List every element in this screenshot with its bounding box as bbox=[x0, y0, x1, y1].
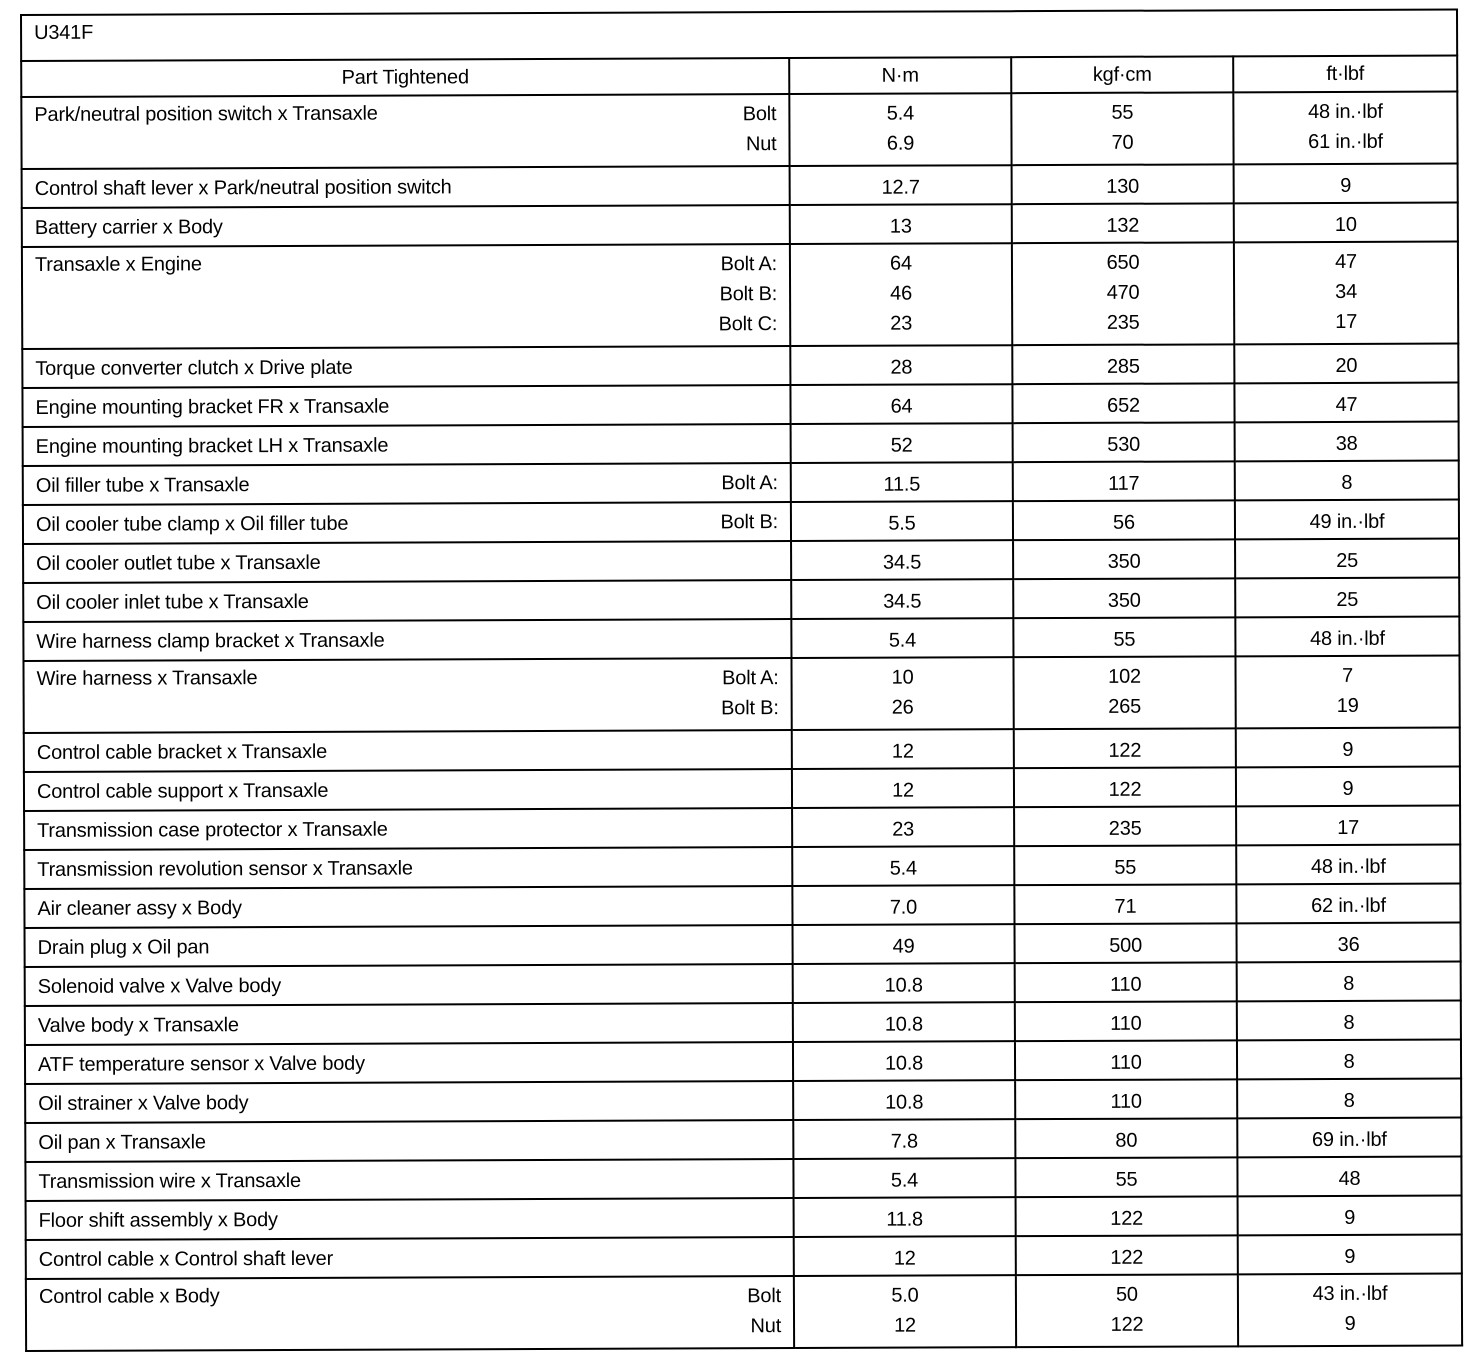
kgfcm-value: 110 bbox=[1110, 1012, 1142, 1035]
ftlbf-value-cell bbox=[1235, 460, 1459, 500]
part-cell bbox=[23, 463, 791, 505]
nm-value: 26 bbox=[891, 696, 914, 719]
ftlbf-value: 8 bbox=[1343, 1050, 1355, 1073]
ftlbf-value: 9 bbox=[1340, 174, 1352, 197]
part-name: Transmission case protector x Transaxle bbox=[37, 818, 388, 842]
kgfcm-value-cell bbox=[1014, 767, 1236, 807]
nm-value-cell bbox=[793, 963, 1015, 1003]
ftlbf-value: 8 bbox=[1343, 1089, 1355, 1112]
table-row bbox=[23, 577, 1459, 622]
kgfcm-value: 470 bbox=[1106, 281, 1140, 304]
nm-value-cell bbox=[792, 807, 1014, 847]
kgfcm-value: 350 bbox=[1107, 550, 1141, 573]
table-row bbox=[26, 1273, 1462, 1351]
table-row bbox=[25, 961, 1461, 1006]
nm-value-cell bbox=[791, 618, 1013, 658]
nm-value-cell bbox=[794, 1236, 1016, 1276]
ftlbf-value-cell bbox=[1237, 1039, 1461, 1079]
header-part-tightened: Part Tightened bbox=[21, 58, 789, 97]
kgfcm-value: 285 bbox=[1106, 355, 1140, 378]
part-cell bbox=[25, 1081, 793, 1123]
nm-value: 12 bbox=[891, 740, 914, 763]
part-cell bbox=[23, 424, 791, 466]
nm-value-cell bbox=[793, 924, 1015, 964]
kgfcm-value: 117 bbox=[1108, 472, 1140, 495]
ftlbf-value: 61 in.·lbf bbox=[1308, 130, 1383, 154]
nm-value-cell bbox=[789, 93, 1011, 166]
part-cell bbox=[23, 658, 791, 733]
kgfcm-value: 71 bbox=[1114, 895, 1137, 918]
fastener-label: Nut bbox=[745, 133, 777, 156]
nm-value: 49 bbox=[892, 935, 915, 958]
nm-value-cell bbox=[793, 1158, 1015, 1198]
part-name: Park/neutral position switch x Transaxle bbox=[34, 102, 378, 126]
ftlbf-value-cell bbox=[1237, 1156, 1461, 1196]
ftlbf-value: 25 bbox=[1336, 588, 1359, 611]
nm-value: 5.4 bbox=[888, 629, 917, 652]
ftlbf-value: 9 bbox=[1344, 1206, 1356, 1229]
part-name: Control cable x Body bbox=[38, 1285, 220, 1308]
part-name: Control shaft lever x Park/neutral position switch bbox=[34, 176, 452, 200]
nm-value-cell bbox=[791, 462, 1013, 502]
kgfcm-value: 652 bbox=[1107, 394, 1140, 417]
kgfcm-value: 265 bbox=[1108, 695, 1142, 718]
ftlbf-value: 43 in.·lbf bbox=[1312, 1282, 1388, 1306]
table-body bbox=[21, 91, 1462, 1351]
ftlbf-value: 9 bbox=[1344, 1245, 1356, 1268]
part-name: Control cable bracket x Transaxle bbox=[36, 740, 328, 764]
kgfcm-value: 530 bbox=[1107, 433, 1141, 456]
part-cell bbox=[24, 847, 792, 889]
nm-value-cell bbox=[792, 846, 1014, 886]
kgfcm-value: 55 bbox=[1115, 1168, 1138, 1191]
kgfcm-value-cell bbox=[1012, 242, 1234, 345]
torque-spec-sheet bbox=[20, 8, 1461, 1338]
table-row bbox=[23, 655, 1459, 733]
part-cell bbox=[26, 1198, 794, 1240]
part-cell bbox=[24, 886, 792, 928]
kgfcm-value: 110 bbox=[1110, 973, 1142, 996]
nm-value-cell bbox=[792, 885, 1014, 925]
fastener-list bbox=[743, 99, 777, 159]
part-name: Solenoid valve x Valve body bbox=[37, 975, 282, 998]
kgfcm-value: 350 bbox=[1107, 589, 1141, 612]
part-name: Transmission revolution sensor x Transaxle bbox=[37, 857, 413, 881]
kgfcm-value-cell bbox=[1014, 728, 1236, 768]
fastener-label: Bolt B: bbox=[721, 697, 779, 720]
table-row bbox=[23, 538, 1459, 583]
header-kgfcm: kgf·cm bbox=[1011, 56, 1233, 93]
part-name: Torque converter clutch x Drive plate bbox=[35, 356, 353, 380]
kgfcm-value: 122 bbox=[1110, 1207, 1144, 1230]
header-ftlbf: ft·lbf bbox=[1233, 55, 1457, 92]
nm-value-cell bbox=[790, 204, 1012, 244]
torque-table bbox=[20, 8, 1463, 1352]
fastener-label: Bolt C: bbox=[718, 313, 778, 336]
nm-value-cell bbox=[791, 657, 1013, 730]
ftlbf-value: 19 bbox=[1336, 694, 1359, 717]
part-name: Transaxle x Engine bbox=[34, 253, 202, 276]
ftlbf-value-cell bbox=[1236, 844, 1460, 884]
ftlbf-value-cell bbox=[1235, 577, 1459, 617]
part-cell bbox=[23, 580, 791, 622]
kgfcm-value-cell bbox=[1012, 164, 1234, 204]
kgfcm-value: 122 bbox=[1110, 1313, 1144, 1336]
kgfcm-value-cell bbox=[1012, 203, 1234, 243]
ftlbf-value: 48 in.·lbf bbox=[1310, 855, 1386, 879]
table-row bbox=[26, 1234, 1462, 1279]
ftlbf-value-cell bbox=[1234, 163, 1458, 203]
table-row bbox=[25, 1078, 1461, 1123]
kgfcm-value-cell bbox=[1014, 806, 1236, 846]
nm-value: 5.5 bbox=[888, 512, 916, 535]
part-name: Wire harness x Transaxle bbox=[36, 667, 258, 690]
nm-value-cell bbox=[793, 1041, 1015, 1081]
nm-value-cell bbox=[790, 165, 1012, 205]
fastener-list bbox=[718, 249, 777, 339]
part-name: Oil strainer x Valve body bbox=[38, 1092, 249, 1115]
fastener-label: Bolt B: bbox=[720, 511, 778, 534]
nm-value: 10.8 bbox=[885, 1091, 924, 1114]
ftlbf-value: 7 bbox=[1342, 664, 1354, 687]
fastener-label: Bolt bbox=[747, 1285, 781, 1308]
part-name: Floor shift assembly x Body bbox=[38, 1209, 278, 1232]
ftlbf-value: 48 bbox=[1338, 1167, 1361, 1190]
nm-value: 13 bbox=[889, 215, 912, 238]
nm-value: 10.8 bbox=[884, 1052, 924, 1075]
kgfcm-value-cell bbox=[1015, 923, 1237, 963]
ftlbf-value-cell bbox=[1237, 1078, 1461, 1118]
ftlbf-value: 17 bbox=[1337, 816, 1360, 839]
table-row bbox=[25, 1156, 1461, 1201]
ftlbf-value: 38 bbox=[1335, 432, 1358, 455]
part-name: Engine mounting bracket LH x Transaxle bbox=[35, 434, 389, 458]
ftlbf-value: 9 bbox=[1342, 777, 1354, 800]
ftlbf-value: 47 bbox=[1334, 250, 1357, 273]
kgfcm-value-cell bbox=[1011, 92, 1233, 165]
ftlbf-value: 47 bbox=[1335, 393, 1358, 416]
nm-value-cell bbox=[791, 579, 1013, 619]
ftlbf-value-cell bbox=[1235, 538, 1459, 578]
table-row bbox=[25, 922, 1461, 967]
ftlbf-value-cell bbox=[1234, 241, 1458, 344]
kgfcm-value-cell bbox=[1013, 461, 1235, 501]
table-row bbox=[24, 805, 1460, 850]
ftlbf-value: 9 bbox=[1344, 1312, 1356, 1335]
ftlbf-value-cell bbox=[1237, 922, 1461, 962]
kgfcm-value-cell bbox=[1013, 578, 1235, 618]
kgfcm-value-cell bbox=[1013, 539, 1235, 579]
part-name: Control cable support x Transaxle bbox=[36, 779, 329, 803]
kgfcm-value: 50 bbox=[1115, 1283, 1138, 1306]
nm-value-cell bbox=[791, 423, 1013, 463]
fastener-list bbox=[721, 663, 779, 723]
kgfcm-value-cell bbox=[1013, 500, 1235, 540]
nm-value: 7.8 bbox=[890, 1130, 918, 1153]
kgfcm-value: 235 bbox=[1108, 817, 1142, 840]
nm-value: 5.0 bbox=[891, 1284, 919, 1307]
kgfcm-value: 56 bbox=[1112, 511, 1135, 534]
ftlbf-value: 36 bbox=[1337, 933, 1360, 956]
part-cell bbox=[22, 346, 790, 388]
table-row bbox=[26, 1195, 1462, 1240]
part-name: Air cleaner assy x Body bbox=[37, 897, 242, 920]
nm-value: 5.4 bbox=[890, 1169, 919, 1192]
part-name: Engine mounting bracket FR x Transaxle bbox=[35, 395, 390, 419]
kgfcm-value-cell bbox=[1014, 845, 1236, 885]
nm-value: 12 bbox=[892, 779, 914, 802]
part-cell bbox=[22, 385, 790, 427]
nm-value: 10.8 bbox=[884, 1013, 923, 1036]
kgfcm-value-cell bbox=[1014, 884, 1236, 924]
ftlbf-value: 10 bbox=[1334, 213, 1357, 236]
ftlbf-value: 48 in.·lbf bbox=[1310, 627, 1385, 651]
part-cell bbox=[22, 205, 790, 247]
ftlbf-value-cell bbox=[1237, 961, 1461, 1001]
part-cell bbox=[25, 1159, 793, 1201]
table-row bbox=[22, 163, 1458, 208]
part-cell bbox=[25, 1120, 793, 1162]
ftlbf-value: 8 bbox=[1341, 471, 1353, 494]
kgfcm-value: 500 bbox=[1109, 934, 1143, 957]
part-cell bbox=[21, 94, 789, 169]
fastener-list bbox=[721, 468, 778, 498]
nm-value-cell bbox=[794, 1197, 1016, 1237]
nm-value: 23 bbox=[890, 312, 913, 335]
ftlbf-value-cell bbox=[1238, 1195, 1462, 1235]
ftlbf-value-cell bbox=[1235, 655, 1459, 728]
ftlbf-value-cell bbox=[1233, 91, 1457, 164]
fastener-label: Bolt A: bbox=[721, 472, 778, 495]
header-nm: N·m bbox=[789, 57, 1011, 94]
ftlbf-value-cell bbox=[1237, 1000, 1461, 1040]
kgfcm-value: 102 bbox=[1108, 665, 1141, 688]
kgfcm-value-cell bbox=[1013, 617, 1235, 657]
nm-value-cell bbox=[793, 1002, 1015, 1042]
part-name: Battery carrier x Body bbox=[34, 216, 223, 239]
ftlbf-value-cell bbox=[1237, 1117, 1461, 1157]
part-name: ATF temperature sensor x Valve body bbox=[37, 1052, 365, 1076]
ftlbf-value-cell bbox=[1236, 766, 1460, 806]
nm-value: 10.8 bbox=[884, 974, 923, 997]
kgfcm-value: 122 bbox=[1108, 739, 1142, 762]
kgfcm-value-cell bbox=[1015, 1079, 1237, 1119]
fastener-list bbox=[720, 507, 778, 537]
nm-value-cell bbox=[794, 1275, 1016, 1348]
nm-value: 52 bbox=[890, 434, 913, 457]
nm-value: 12.7 bbox=[881, 176, 920, 199]
table-row bbox=[25, 1039, 1461, 1084]
part-cell bbox=[22, 166, 790, 208]
nm-value: 11.5 bbox=[883, 473, 921, 496]
table-row bbox=[24, 727, 1460, 772]
kgfcm-value: 55 bbox=[1111, 101, 1134, 124]
kgfcm-value: 235 bbox=[1106, 311, 1140, 334]
ftlbf-value-cell bbox=[1235, 616, 1459, 656]
kgfcm-value-cell bbox=[1012, 344, 1234, 384]
kgfcm-value: 55 bbox=[1114, 856, 1137, 879]
nm-value-cell bbox=[790, 243, 1012, 346]
part-cell bbox=[23, 541, 791, 583]
nm-value: 64 bbox=[889, 252, 912, 275]
kgfcm-value: 80 bbox=[1115, 1129, 1138, 1152]
part-name: Oil cooler outlet tube x Transaxle bbox=[36, 551, 321, 575]
part-name: Valve body x Transaxle bbox=[37, 1014, 239, 1037]
nm-value: 10 bbox=[891, 666, 914, 689]
kgfcm-value: 122 bbox=[1108, 778, 1142, 801]
part-name: Control cable x Control shaft lever bbox=[38, 1247, 334, 1271]
ftlbf-value: 48 in.·lbf bbox=[1308, 100, 1383, 124]
kgfcm-value-cell bbox=[1015, 962, 1237, 1002]
fastener-label: Bolt A: bbox=[720, 253, 778, 276]
part-name: Oil cooler tube clamp x Oil filler tube bbox=[35, 512, 349, 536]
fastener-label: Bolt bbox=[742, 103, 777, 126]
kgfcm-value-cell bbox=[1015, 1040, 1237, 1080]
kgfcm-value: 70 bbox=[1111, 131, 1134, 154]
nm-value-cell bbox=[792, 768, 1014, 808]
table-row bbox=[23, 421, 1459, 466]
nm-value: 46 bbox=[890, 282, 913, 305]
fastener-list bbox=[747, 1281, 781, 1341]
table-row bbox=[22, 241, 1458, 349]
kgfcm-value: 132 bbox=[1106, 214, 1140, 237]
ftlbf-value-cell bbox=[1234, 343, 1458, 383]
ftlbf-value: 20 bbox=[1335, 354, 1358, 377]
ftlbf-value: 8 bbox=[1343, 972, 1355, 995]
ftlbf-value: 17 bbox=[1335, 310, 1358, 333]
ftlbf-value: 9 bbox=[1342, 738, 1354, 761]
part-name: Wire harness clamp bracket x Transaxle bbox=[36, 629, 385, 653]
kgfcm-value-cell bbox=[1016, 1196, 1238, 1236]
nm-value: 34.5 bbox=[882, 551, 922, 574]
ftlbf-value: 25 bbox=[1336, 549, 1359, 572]
kgfcm-value-cell bbox=[1015, 1157, 1237, 1197]
ftlbf-value-cell bbox=[1234, 202, 1458, 242]
table-row bbox=[24, 766, 1460, 811]
table-row bbox=[24, 844, 1460, 889]
ftlbf-value-cell bbox=[1238, 1273, 1462, 1346]
part-name: Oil filler tube x Transaxle bbox=[35, 474, 250, 497]
nm-value-cell bbox=[793, 1119, 1015, 1159]
part-cell bbox=[24, 769, 792, 811]
nm-value: 28 bbox=[890, 356, 913, 379]
fastener-label: Nut bbox=[750, 1315, 782, 1338]
part-cell bbox=[25, 925, 793, 967]
part-name: Oil pan x Transaxle bbox=[38, 1131, 206, 1154]
title-row bbox=[21, 9, 1457, 61]
kgfcm-value-cell bbox=[1015, 1001, 1237, 1041]
table-row bbox=[22, 343, 1458, 388]
fastener-label: Bolt B: bbox=[719, 283, 778, 306]
ftlbf-value-cell bbox=[1235, 421, 1459, 461]
nm-value-cell bbox=[790, 345, 1012, 385]
nm-value: 5.4 bbox=[886, 102, 915, 125]
part-cell bbox=[26, 1276, 794, 1351]
part-cell bbox=[23, 502, 791, 544]
fastener-label: Bolt A: bbox=[722, 667, 779, 690]
nm-value: 5.4 bbox=[889, 857, 917, 880]
nm-value: 12 bbox=[893, 1247, 916, 1270]
table-row bbox=[22, 382, 1458, 427]
ftlbf-value: 49 in.·lbf bbox=[1309, 510, 1385, 534]
ftlbf-value-cell bbox=[1236, 727, 1460, 767]
table-row bbox=[24, 883, 1460, 928]
part-cell bbox=[25, 1042, 793, 1084]
kgfcm-value-cell bbox=[1013, 656, 1235, 729]
kgfcm-value: 130 bbox=[1106, 175, 1140, 198]
part-cell bbox=[26, 1237, 794, 1279]
nm-value: 34.5 bbox=[883, 590, 922, 613]
nm-value: 64 bbox=[890, 395, 913, 418]
ftlbf-value-cell bbox=[1234, 382, 1458, 422]
nm-value: 6.9 bbox=[886, 132, 915, 155]
part-cell bbox=[24, 808, 792, 850]
ftlbf-value: 69 in.·lbf bbox=[1311, 1128, 1387, 1152]
kgfcm-value-cell bbox=[1012, 383, 1234, 423]
part-name: Drain plug x Oil pan bbox=[37, 936, 210, 959]
nm-value-cell bbox=[792, 729, 1014, 769]
part-cell bbox=[23, 619, 791, 661]
kgfcm-value-cell bbox=[1015, 1118, 1237, 1158]
nm-value-cell bbox=[790, 384, 1012, 424]
table-row bbox=[25, 1000, 1461, 1045]
table-row bbox=[23, 460, 1459, 505]
ftlbf-value-cell bbox=[1235, 499, 1459, 539]
kgfcm-value-cell bbox=[1016, 1274, 1238, 1347]
kgfcm-value: 55 bbox=[1113, 628, 1136, 651]
ftlbf-value: 34 bbox=[1335, 280, 1358, 303]
part-cell bbox=[22, 244, 790, 349]
table-row bbox=[23, 499, 1459, 544]
ftlbf-value-cell bbox=[1238, 1234, 1462, 1274]
part-cell bbox=[25, 964, 793, 1006]
nm-value-cell bbox=[791, 540, 1013, 580]
table-row bbox=[23, 616, 1459, 661]
ftlbf-value: 8 bbox=[1343, 1011, 1355, 1034]
part-name: Oil cooler inlet tube x Transaxle bbox=[36, 590, 309, 614]
part-cell bbox=[24, 730, 792, 772]
kgfcm-value: 122 bbox=[1110, 1246, 1144, 1269]
nm-value-cell bbox=[791, 501, 1013, 541]
ftlbf-value-cell bbox=[1236, 883, 1460, 923]
nm-value-cell bbox=[793, 1080, 1015, 1120]
nm-value: 23 bbox=[892, 818, 915, 841]
table-title: U341F bbox=[21, 9, 1457, 61]
table-row bbox=[22, 202, 1458, 247]
nm-value: 12 bbox=[894, 1314, 917, 1337]
nm-value: 7.0 bbox=[889, 896, 918, 919]
nm-value: 11.8 bbox=[886, 1208, 924, 1231]
table-row bbox=[21, 91, 1457, 169]
header-row bbox=[21, 55, 1457, 97]
kgfcm-value-cell bbox=[1016, 1235, 1238, 1275]
kgfcm-value: 110 bbox=[1110, 1051, 1142, 1074]
ftlbf-value-cell bbox=[1236, 805, 1460, 845]
part-name: Transmission wire x Transaxle bbox=[38, 1169, 301, 1193]
table-row bbox=[25, 1117, 1461, 1162]
ftlbf-value: 62 in.·lbf bbox=[1311, 894, 1386, 918]
kgfcm-value-cell bbox=[1013, 422, 1235, 462]
part-cell bbox=[25, 1003, 793, 1045]
kgfcm-value: 650 bbox=[1106, 251, 1140, 274]
kgfcm-value: 110 bbox=[1110, 1090, 1142, 1113]
